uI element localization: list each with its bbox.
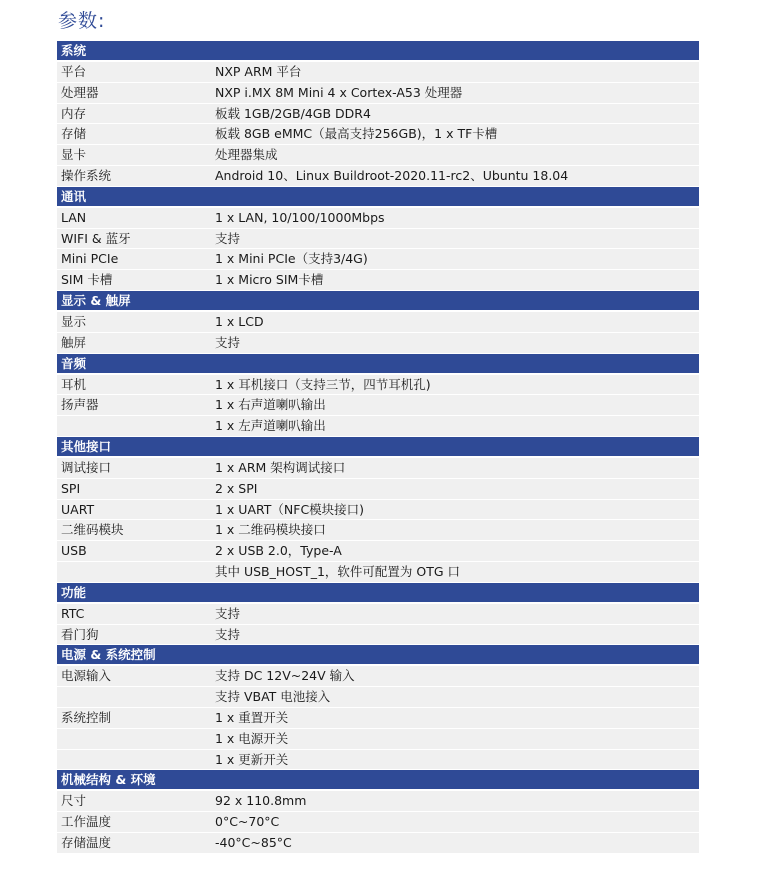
spec-row [57, 625, 699, 646]
spec-label: SPI [61, 480, 81, 496]
spec-label: UART [61, 501, 95, 517]
spec-label: WIFI & 蓝牙 [61, 230, 131, 246]
spec-label [57, 687, 215, 707]
spec-value: 1 x Mini PCIe（支持3/4G) [215, 251, 368, 267]
spec-row [57, 729, 699, 750]
spec-row [57, 708, 699, 729]
spec-value: 1 x 重置开关 [215, 709, 289, 725]
spec-row [57, 270, 699, 291]
spec-label: 尺寸 [61, 793, 87, 809]
spec-value: 1 x 右声道喇叭输出 [215, 397, 326, 413]
spec-label: 看门狗 [61, 626, 99, 642]
spec-label: 调试接口 [61, 459, 112, 475]
spec-value: 92 x 110.8mm [215, 793, 307, 809]
page-title: 参数: [58, 10, 106, 32]
spec-value: 其中 USB_HOST_1，软件可配置为 OTG 口 [215, 563, 461, 579]
spec-row [57, 249, 699, 270]
spec-value: 1 x 电源开关 [215, 730, 289, 746]
section-header: 显示 & 触屏 [57, 291, 699, 312]
spec-row [57, 83, 699, 104]
spec-row [57, 500, 699, 521]
spec-value: 支持 [215, 605, 241, 621]
spec-value: 2 x SPI [215, 480, 258, 496]
spec-row [57, 687, 699, 708]
spec-value: NXP i.MX 8M Mini 4 x Cortex-A53 处理器 [215, 84, 463, 100]
section-header: 音频 [57, 354, 699, 375]
spec-row [57, 750, 699, 771]
spec-label: 存储温度 [61, 834, 112, 850]
spec-value: 0°C~70°C [215, 814, 280, 830]
spec-value: 支持 [215, 230, 241, 246]
section-header: 系统 [57, 41, 699, 62]
section-header: 功能 [57, 583, 699, 604]
spec-row [57, 312, 699, 333]
spec-label [57, 416, 215, 436]
spec-row [57, 562, 699, 583]
spec-label: 显卡 [61, 147, 87, 163]
spec-label: SIM 卡槽 [61, 272, 113, 288]
spec-value: 板载 1GB/2GB/4GB DDR4 [215, 105, 371, 121]
spec-label: 触屏 [61, 334, 87, 350]
spec-row [57, 395, 699, 416]
spec-row [57, 375, 699, 396]
section-header: 电源 & 系统控制 [57, 645, 699, 666]
spec-label: 工作温度 [61, 814, 112, 830]
spec-row [57, 166, 699, 187]
spec-row [57, 479, 699, 500]
spec-label: 系统控制 [61, 709, 112, 725]
spec-row [57, 604, 699, 625]
section-header: 机械结构 & 环境 [57, 770, 699, 791]
spec-table [57, 41, 699, 854]
spec-label: 显示 [61, 313, 87, 329]
spec-value: 支持 DC 12V~24V 输入 [215, 668, 355, 684]
spec-value: 1 x UART（NFC模块接口) [215, 501, 365, 517]
spec-row [57, 208, 699, 229]
spec-value: 1 x 二维码模块接口 [215, 522, 326, 538]
spec-label: 二维码模块 [61, 522, 124, 538]
spec-label [57, 562, 215, 582]
spec-row [57, 104, 699, 125]
spec-label: RTC [61, 605, 85, 621]
spec-value: 2 x USB 2.0，Type-A [215, 543, 342, 559]
spec-value: 板载 8GB eMMC（最高支持256GB)，1 x TF卡槽 [215, 126, 498, 142]
spec-label: LAN [61, 209, 87, 225]
spec-label: 电源输入 [61, 668, 112, 684]
spec-row [57, 833, 699, 854]
spec-label: 扬声器 [61, 397, 99, 413]
spec-row [57, 791, 699, 812]
spec-label: 耳机 [61, 376, 87, 392]
spec-value: 1 x 更新开关 [215, 751, 289, 767]
spec-row [57, 229, 699, 250]
spec-value: 1 x 左声道喇叭输出 [215, 418, 326, 434]
spec-row [57, 458, 699, 479]
spec-label [57, 750, 215, 770]
spec-label: Mini PCIe [61, 251, 119, 267]
spec-label [57, 729, 215, 749]
spec-row [57, 62, 699, 83]
spec-value: 1 x LAN, 10/100/1000Mbps [215, 209, 385, 225]
spec-value: 支持 [215, 334, 241, 350]
section-header: 通讯 [57, 187, 699, 208]
spec-label: USB [61, 543, 87, 559]
section-header: 其他接口 [57, 437, 699, 458]
spec-label: 处理器 [61, 84, 99, 100]
spec-row [57, 520, 699, 541]
spec-label: 内存 [61, 105, 87, 121]
spec-label: 平台 [61, 64, 87, 79]
spec-value: NXP ARM 平台 [215, 64, 302, 79]
spec-value: 1 x ARM 架构调试接口 [215, 459, 346, 475]
spec-row [57, 124, 699, 145]
spec-label: 存储 [61, 126, 87, 142]
spec-value: 支持 [215, 626, 241, 642]
spec-row [57, 416, 699, 437]
spec-value: 处理器集成 [215, 147, 278, 163]
spec-value: -40°C~85°C [215, 834, 292, 850]
spec-value: 1 x 耳机接口（支持三节，四节耳机孔) [215, 376, 431, 392]
spec-row [57, 333, 699, 354]
spec-value: 支持 VBAT 电池接入 [215, 689, 331, 705]
spec-value: Android 10、Linux Buildroot-2020.11-rc2、Ubuntu 18.04 [215, 167, 569, 183]
spec-row [57, 666, 699, 687]
spec-value: 1 x LCD [215, 313, 264, 329]
spec-row [57, 145, 699, 166]
spec-value: 1 x Micro SIM卡槽 [215, 272, 324, 288]
spec-row [57, 541, 699, 562]
spec-row [57, 812, 699, 833]
spec-label: 操作系统 [61, 167, 112, 183]
